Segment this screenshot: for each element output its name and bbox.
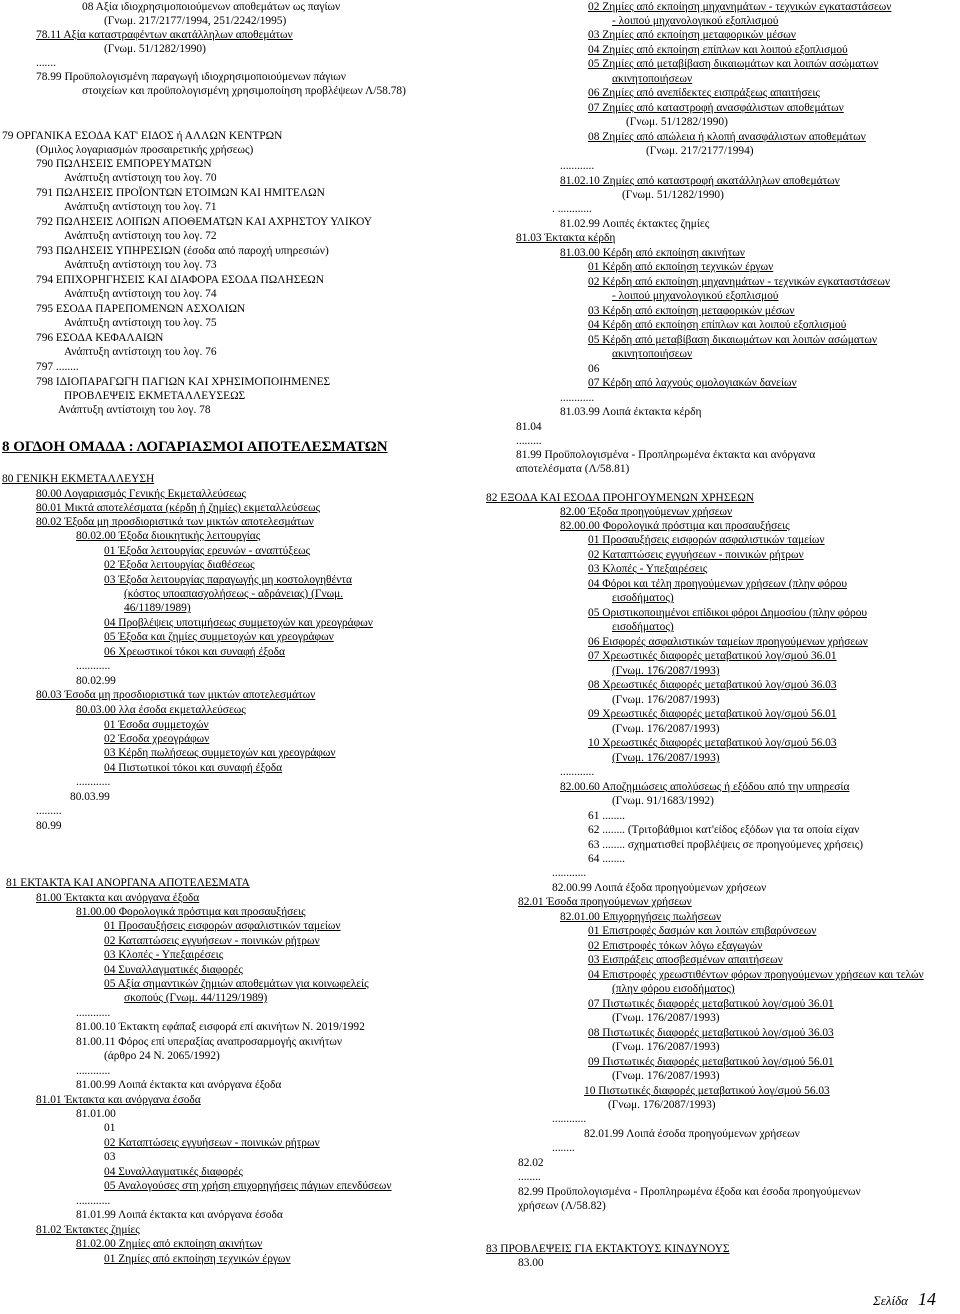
line-l21: 796 ΕΣΟΔΑ ΚΕΦΑΛΑΙΩΝ bbox=[36, 332, 164, 344]
line-l69: 81.01.00 bbox=[76, 1108, 116, 1120]
line-r10: (Γνωμ. 217/2177/1994) bbox=[646, 145, 754, 157]
line-l26: Ανάπτυξη αντίστοιχη του λογ. 78 bbox=[58, 404, 211, 416]
line-l74: 05 Αναλογούσες στη χρήση επιχορηγήσεις πάγιων επενδύσεων bbox=[104, 1180, 392, 1192]
line-l4: ....... bbox=[36, 57, 56, 69]
line-l6: στοιχείων και προϋπολογισμένη χρησιμοποίηση προβλέψεων Λ/58.78) bbox=[82, 85, 406, 97]
line-l17: 794 ΕΠΙΧΟΡΗΓΗΣΕΙΣ ΚΑΙ ΔΙΑΦΟΡΑ ΕΣΟΔΑ ΠΩΛΗΣΕΩΝ bbox=[36, 274, 324, 286]
page-number: 14 bbox=[918, 1289, 936, 1309]
line-l53: 81 ΕΚΤΑΚΤΑ ΚΑΙ ΑΝΟΡΓΑΝΑ ΑΠΟΤΕΛΕΣΜΑΤΑ bbox=[6, 877, 250, 889]
line-r21: 03 Κέρδη από εκποίηση μεταφορικών μέσων bbox=[588, 305, 795, 317]
line-l63: 81.00.10 Έκτακτη εφάπαξ εισφορά επί ακινήτων Ν. 2019/1992 bbox=[76, 1021, 365, 1033]
line-r39: 04 Φόροι και τέλη προηγούμενων χρήσεων (πλην φόρου bbox=[588, 578, 847, 590]
page-label: Σελίδα bbox=[873, 1293, 908, 1308]
line-l35: 03 Έξοδα λειτουργίας παραγωγής μη κοστολογηθέντα bbox=[104, 574, 352, 586]
line-r41: 05 Οριστικοποιημένοι επίδικοι φόροι Δημοσίου (πλην φόρου bbox=[588, 607, 868, 619]
line-l1: (Γνωμ. 217/2177/1994, 251/2242/1995) bbox=[104, 15, 287, 27]
line-l16: Ανάπτυξη αντίστοιχη του λογ. 73 bbox=[64, 259, 217, 271]
line-r40: εισοδήματος) bbox=[612, 592, 674, 604]
line-l15: 793 ΠΩΛΗΣΕΙΣ ΥΠΗΡΕΣΙΩΝ (έσοδα από παροχή υπηρεσιών) bbox=[36, 245, 329, 257]
line-r60: 82.00.99 Λοιπά έξοδα προηγούμενων χρήσεων bbox=[552, 882, 767, 894]
line-r46: 08 Χρεωστικές διαφορές μεταβατικού λογ/σμού 36.03 bbox=[588, 679, 837, 691]
line-l18: Ανάπτυξη αντίστοιχη του λογ. 74 bbox=[64, 288, 217, 300]
line-r57: 63 ........ σχηματισθεί προβλέψεις σε προηγούμενες χρήσεις) bbox=[588, 839, 863, 851]
line-r9: 08 Ζημίες από απώλεια ή κλοπή ανασφάλιστων αποθεμάτων bbox=[588, 131, 866, 143]
line-r25: 06 bbox=[588, 363, 600, 375]
line-r66: 04 Επιστροφές χρεωστιθέντων φόρων προηγούμενων χρήσεων και τελών bbox=[588, 969, 924, 981]
line-r51: (Γνωμ. 176/2087/1993) bbox=[612, 752, 720, 764]
line-r1: - λοιπού μηχανολογικού εξοπλισμού bbox=[612, 15, 779, 27]
line-r42: εισοδήματος) bbox=[612, 621, 674, 633]
line-r20: - λοιπού μηχανολογικού εξοπλισμού bbox=[612, 290, 779, 302]
line-r34: 82.00 Έξοδα προηγούμενων χρήσεων bbox=[560, 506, 733, 518]
line-r18: 01 Κέρδη από εκποίηση τεχνικών έργων bbox=[588, 261, 774, 273]
line-l22: Ανάπτυξη αντίστοιχη του λογ. 76 bbox=[64, 346, 217, 358]
line-l37: 46/1189/1989) bbox=[124, 602, 191, 614]
line-r67: (πλην φόρου εισοδήματος) bbox=[612, 983, 735, 995]
line-l3: (Γνωμ. 51/1282/1990) bbox=[104, 43, 206, 55]
line-r54: (Γνωμ. 91/1683/1992) bbox=[612, 795, 714, 807]
line-l72: 03 bbox=[104, 1151, 116, 1163]
line-l70: 01 bbox=[104, 1122, 116, 1134]
line-l0: 08 Αξία ιδιοχρησιμοποιούμενων αποθεμάτων ως παγίων bbox=[82, 1, 341, 13]
line-l9: 790 ΠΩΛΗΣΕΙΣ ΕΜΠΟΡΕΥΜΑΤΩΝ bbox=[36, 158, 212, 170]
line-r82: χρήσεων (Λ/58.82) bbox=[518, 1200, 606, 1212]
line-l29: 80.00 Λογαριασμός Γενικής Εκμεταλλεύσεως bbox=[36, 488, 246, 500]
line-r19: 02 Κέρδη από εκποίηση μηχανημάτων - τεχνικών εγκαταστάσεων bbox=[588, 276, 891, 288]
line-r81: 82.99 Προϋπολογισμένα - Προπληρωμένα έξοδα και έσοδα προηγούμενων bbox=[518, 1186, 861, 1198]
line-r12: 81.02.10 Ζημίες από καταστροφή ακατάλληλων αποθεμάτων bbox=[560, 175, 840, 187]
line-l31: 80.02 Έξοδα μη προσδιοριστικά των μικτών αποτελεσμάτων bbox=[36, 516, 314, 528]
line-l38: 04 Προβλέψεις υποτιμήσεως συμμετοχών και χρεογράφων bbox=[104, 617, 373, 629]
line-r69: (Γνωμ. 176/2087/1993) bbox=[612, 1012, 720, 1024]
line-r27: ............ bbox=[560, 392, 595, 404]
line-r62: 82.01.00 Επιχορηγήσεις πωλήσεων bbox=[560, 911, 722, 923]
line-r48: 09 Χρεωστικές διαφορές μεταβατικού λογ/σμού 56.01 bbox=[588, 708, 837, 720]
line-r32: αποτελέσματα (Λ/58.81) bbox=[516, 463, 630, 475]
line-r3: 04 Ζημίες από εκποίηση επίπλων και λοιπού εξοπλισμού bbox=[588, 44, 848, 56]
line-l30: 80.01 Μικτά αποτελέσματα (κέρδη ή ζημίες) εκμεταλλεύσεως bbox=[36, 502, 321, 514]
line-r72: 09 Πιστωτικές διαφορές μεταβατικού λογ/σμού 56.01 bbox=[588, 1056, 834, 1068]
line-l46: 02 Έσοδα χρεογράφων bbox=[104, 733, 210, 745]
line-l76: 81.01.99 Λοιπά έκτακτα και ανόργανα έσοδα bbox=[76, 1209, 283, 1221]
line-l62: ............ bbox=[76, 1007, 111, 1019]
line-r44: 07 Χρεωστικές διαφορές μεταβατικού λογ/σμού 36.01 bbox=[588, 650, 837, 662]
line-r63: 01 Επιστροφές δασμών και λοιπών επιβαρύνσεων bbox=[588, 925, 817, 937]
line-l73: 04 Συναλλαγματικές διαφορές bbox=[104, 1166, 243, 1178]
line-r0: 02 Ζημίες από εκποίηση μηχανημάτων - τεχνικών εγκαταστάσεων bbox=[588, 1, 892, 13]
line-r65: 03 Εισπράξεις αποσβεσμένων απαιτήσεων bbox=[588, 954, 783, 966]
line-r28: 81.03.99 Λοιπά έκτακτα κέρδη bbox=[560, 406, 702, 418]
line-l79: 01 Ζημίες από εκποίηση τεχνικών έργων bbox=[104, 1253, 291, 1265]
line-l10: Ανάπτυξη αντίστοιχη του λογ. 70 bbox=[64, 172, 217, 184]
line-r47: (Γνωμ. 176/2087/1993) bbox=[612, 694, 720, 706]
line-r77: 82.01.99 Λοιπά έσοδα προηγούμενων χρήσεων bbox=[584, 1128, 800, 1140]
line-r49: (Γνωμ. 176/2087/1993) bbox=[612, 723, 720, 735]
line-r84: 83.00 bbox=[518, 1257, 544, 1269]
line-l36: (κόστος υποαπασχολήσεως - αδράνειας) (Γνωμ. bbox=[124, 588, 344, 600]
line-r2: 03 Ζημίες από εκποίηση μεταφορικών μέσων bbox=[588, 29, 796, 41]
line-l54: 81.00 Έκτακτα και ανόργανα έξοδα bbox=[36, 892, 200, 904]
line-l43: 80.03 Έσοδα μη προσδιοριστικά των μικτών αποτελεσμάτων bbox=[36, 689, 316, 701]
line-l58: 03 Κλοπές - Υπεξαιρέσεις bbox=[104, 949, 224, 961]
line-r24: ακινητοποιήσεων bbox=[612, 348, 693, 360]
line-r6: 06 Ζημίες από ανεπίδεκτες εισπράξεως απαιτήσεις bbox=[588, 87, 820, 99]
line-l64: 81.00.11 Φόρος επί υπεραξίας αναπροσαρμογής ακινήτων bbox=[76, 1036, 343, 1048]
line-l40: 06 Χρεωστικοί τόκοι και συναφή έξοδα bbox=[104, 646, 285, 658]
line-r50: 10 Χρεωστικές διαφορές μεταβατικού λογ/σμού 56.03 bbox=[588, 737, 837, 749]
line-l55: 81.00.00 Φορολογικά πρόστιμα και προσαυξήσεις bbox=[76, 906, 306, 918]
line-l7: 79 ΟΡΓΑΝΙΚΑ ΕΣΟΔΑ ΚΑΤ' ΕΙΔΟΣ ή ΑΛΛΩΝ ΚΕΝΤΡΩΝ bbox=[2, 130, 283, 142]
line-l56: 01 Προσαυξήσεις εισφορών ασφαλιστικών ταμείων bbox=[104, 920, 341, 932]
line-l44: 80.03.00 λλα έσοδα εκμεταλλεύσεως bbox=[76, 704, 246, 716]
line-r78: ........ bbox=[552, 1142, 575, 1154]
line-r73: (Γνωμ. 176/2087/1993) bbox=[612, 1070, 720, 1082]
line-r35: 82.00.00 Φορολογικά πρόστιμα και προσαυξήσεις bbox=[560, 520, 790, 532]
line-r8: (Γνωμ. 51/1282/1990) bbox=[626, 116, 728, 128]
line-r64: 02 Επιστροφές τόκων λόγω εξαγωγών bbox=[588, 940, 763, 952]
line-r5: ακινητοποιήσεων bbox=[612, 73, 693, 85]
line-l57: 02 Καταπτώσεις εγγυήσεων - ποινικών ρήτρων bbox=[104, 935, 320, 947]
line-l77: 81.02 Έκτακτες ζημίες bbox=[36, 1224, 140, 1236]
line-l25: ΠΡΟΒΛΕΨΕΙΣ ΕΚΜΕΤΑΛΛΕΥΣΕΩΣ bbox=[64, 390, 246, 402]
line-l71: 02 Καταπτώσεις εγγυήσεων - ποινικών ρήτρων bbox=[104, 1137, 320, 1149]
line-l2: 78.11 Αξία καταστραφέντων ακατάλληλων αποθεμάτων bbox=[36, 29, 293, 41]
line-l60: 05 Αξία σημαντικών ζημιών αποθεμάτων για κοινωφελείς bbox=[104, 978, 369, 990]
line-r33: 82 ΕΞΟΔΑ ΚΑΙ ΕΣΟΔΑ ΠΡΟΗΓΟΥΜΕΝΩΝ ΧΡΗΣΕΩΝ bbox=[486, 492, 755, 504]
line-r56: 62 ........ (Τριτοβάθμιοι κατ'είδος εξόδων για τα οποία είχαν bbox=[588, 824, 860, 836]
line-l68: 81.01 Έκτακτα και ανόργανα έσοδα bbox=[36, 1094, 201, 1106]
line-l75: ............ bbox=[76, 1195, 111, 1207]
line-r29: 81.04 bbox=[516, 421, 542, 433]
line-r75: (Γνωμ. 176/2087/1993) bbox=[608, 1099, 716, 1111]
line-r53: 82.00.60 Αποζημιώσεις απολύσεως ή εξόδου από την υπηρεσία bbox=[560, 781, 850, 793]
line-r22: 04 Κέρδη από εκποίηση επίπλων και λοιπού εξοπλισμού bbox=[588, 319, 847, 331]
line-r23: 05 Κέρδη από μεταβίβαση δικαιωμάτων και λοιπών ασώματων bbox=[588, 334, 878, 346]
line-r30: ......... bbox=[516, 435, 542, 447]
line-r13: (Γνωμ. 51/1282/1990) bbox=[622, 189, 724, 201]
line-l59: 04 Συναλλαγματικές διαφορές bbox=[104, 964, 243, 976]
line-r38: 03 Κλοπές - Υπεξαιρέσεις bbox=[588, 563, 708, 575]
line-l34: 02 Έξοδα λειτουργίας διαθέσεως bbox=[104, 559, 255, 571]
line-l67: 81.00.99 Λοιπά έκτακτα και ανόργανα έξοδα bbox=[76, 1079, 282, 1091]
line-l12: Ανάπτυξη αντίστοιχη του λογ. 71 bbox=[64, 201, 217, 213]
line-l66: ............ bbox=[76, 1065, 111, 1077]
line-l32: 80.02.00 Έξοδα διοικητικής λειτουργίας bbox=[76, 530, 261, 542]
line-l41: ............ bbox=[76, 660, 111, 672]
line-l45: 01 Έσοδα συμμετοχών bbox=[104, 719, 209, 731]
line-l24: 798 ΙΔΙΟΠΑΡΑΓΩΓΗ ΠΑΓΙΩΝ ΚΑΙ ΧΡΗΣΙΜΟΠΟΙΗΜΕΝΕΣ bbox=[36, 376, 331, 388]
line-l5: 78.99 Προϋπολογισμένη παραγωγή ιδιοχρησιμοποιούμενων πάγιων bbox=[36, 71, 346, 83]
page-footer bbox=[873, 1289, 936, 1310]
line-r83: 83 ΠΡΟΒΛΕΨΕΙΣ ΓΙΑ ΕΚΤΑΚΤΟΥΣ ΚΙΝΔΥΝΟΥΣ bbox=[486, 1243, 730, 1255]
line-r31: 81.99 Προϋπολογισμένα - Προπληρωμένα έκτακτα και ανόργανα bbox=[516, 449, 816, 461]
line-r68: 07 Πιστωτικές διαφορές μεταβατικού λογ/σμού 36.01 bbox=[588, 998, 834, 1010]
line-r52: ............ bbox=[560, 766, 595, 778]
line-l20: Ανάπτυξη αντίστοιχη του λογ. 75 bbox=[64, 317, 217, 329]
line-r79: 82.02 bbox=[518, 1157, 544, 1169]
line-r36: 01 Προσαυξήσεις εισφορών ασφαλιστικών ταμείων bbox=[588, 534, 825, 546]
line-l50: 80.03.99 bbox=[70, 791, 110, 803]
line-r71: (Γνωμ. 176/2087/1993) bbox=[612, 1041, 720, 1053]
line-r15: 81.02.99 Λοιπές έκτακτες ζημίες bbox=[560, 218, 710, 230]
line-r76: ............ bbox=[552, 1113, 587, 1125]
line-l11: 791 ΠΩΛΗΣΕΙΣ ΠΡΟΪΟΝΤΩΝ ΕΤΟΙΜΩΝ ΚΑΙ ΗΜΙΤΕΛΩΝ bbox=[36, 187, 325, 199]
line-r14: . ............ bbox=[552, 203, 592, 215]
line-l78: 81.02.00 Ζημίες από εκποίηση ακινήτων bbox=[76, 1238, 263, 1250]
line-r17: 81.03.00 Κέρδη από εκποίηση ακινήτων bbox=[560, 247, 745, 259]
line-l33: 01 Έξοδα λειτουργίας ερευνών - αναπτύξεως bbox=[104, 545, 311, 557]
line-l8: (Ομιλος λογαριασμών προσαιρετικής χρήσεως) bbox=[36, 144, 254, 156]
line-l48: 04 Πιστωτικοί τόκοι και συναφή έξοδα bbox=[104, 762, 283, 774]
line-l42: 80.02.99 bbox=[76, 675, 116, 687]
line-r4: 05 Ζημίες από μεταβίβαση δικαιωμάτων και λοιπών ασώματων bbox=[588, 58, 879, 70]
line-r61: 82.01 Έσοδα προηγούμενων χρήσεων bbox=[518, 896, 692, 908]
line-l39: 05 Έξοδα και ζημίες συμμετοχών και χρεογράφων bbox=[104, 631, 334, 643]
line-l52: 80.99 bbox=[36, 820, 62, 832]
line-l61: σκοπούς (Γνωμ. 44/1129/1989) bbox=[124, 992, 268, 1004]
line-l28: 80 ΓΕΝΙΚΗ ΕΚΜΕΤΑΛΛΕΥΣΗ bbox=[2, 473, 155, 485]
line-l14: Ανάπτυξη αντίστοιχη του λογ. 72 bbox=[64, 230, 217, 242]
line-r7: 07 Ζημίες από καταστροφή ανασφάλιστων αποθεμάτων bbox=[588, 102, 844, 114]
line-r55: 61 ........ bbox=[588, 810, 626, 822]
line-r70: 08 Πιστωτικές διαφορές μεταβατικού λογ/σμού 36.03 bbox=[588, 1027, 834, 1039]
line-l65: (άρθρο 24 Ν. 2065/1992) bbox=[104, 1050, 220, 1062]
line-r80: ........ bbox=[518, 1171, 541, 1183]
line-r45: (Γνωμ. 176/2087/1993) bbox=[612, 665, 720, 677]
line-l13: 792 ΠΩΛΗΣΕΙΣ ΛΟΙΠΩΝ ΑΠΟΘΕΜΑΤΩΝ ΚΑΙ ΑΧΡΗΣΤΟΥ ΥΛΙΚΟΥ bbox=[36, 216, 373, 228]
line-r59: ............ bbox=[552, 867, 587, 879]
line-r58: 64 ........ bbox=[588, 853, 626, 865]
line-l47: 03 Κέρδη πωλήσεως συμμετοχών και χρεογράφων bbox=[104, 747, 336, 759]
line-r37: 02 Καταπτώσεις εγγυήσεων - ποινικών ρήτρων bbox=[588, 549, 804, 561]
line-r26: 07 Κέρδη από λαχνούς ομολογιακών δανείων bbox=[588, 377, 797, 389]
line-r11: ............ bbox=[560, 160, 595, 172]
line-l49: ............ bbox=[76, 776, 111, 788]
line-r16: 81.03 Έκτακτα κέρδη bbox=[516, 232, 616, 244]
line-r43: 06 Εισφορές ασφαλιστικών ταμείων προηγούμενων χρήσεων bbox=[588, 636, 868, 648]
section-heading-8: 8 ΟΓΔΟΗ ΟΜΑΔΑ : ΛΟΓΑΡΙΑΣΜΟΙ ΑΠΟΤΕΛΕΣΜΑΤΩΝ bbox=[2, 439, 388, 455]
line-r74: 10 Πιστωτικές διαφορές μεταβατικού λογ/σμού 56.03 bbox=[584, 1085, 830, 1097]
line-l51: ......... bbox=[36, 805, 62, 817]
line-l19: 795 ΕΣΟΔΑ ΠΑΡΕΠΟΜΕΝΩΝ ΑΣΧΟΛΙΩΝ bbox=[36, 303, 246, 315]
line-l23: 797 ........ bbox=[36, 361, 79, 373]
